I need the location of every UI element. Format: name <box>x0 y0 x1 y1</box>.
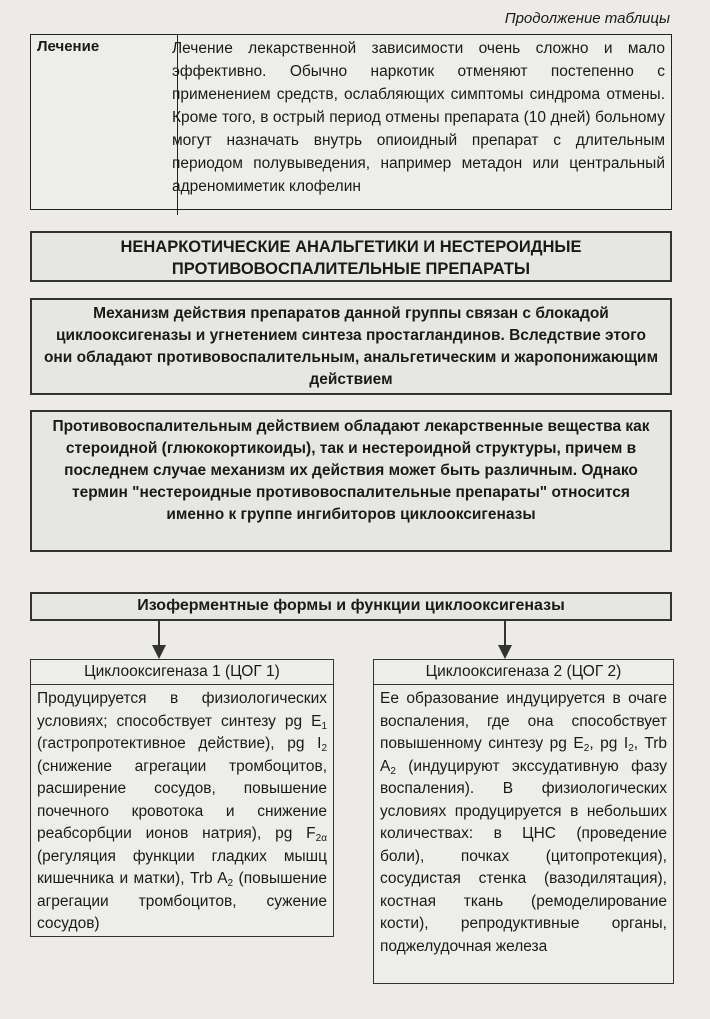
section-heading-line2: ПРОТИВОВОСПАЛИТЕЛЬНЫЕ ПРЕПАРАТЫ <box>171 260 531 278</box>
cox1-body <box>30 684 334 937</box>
cox2-text: (индуцируют экссудативную фазу воспаления). В физиологических условиях продуцируется в небольших количествах: в ЦНС (проведение боли), почках (цитопротекция), сосудистая стенка (вазодилятация), костная ткань (ремоделирование кости), репродуктивные органы, поджелудочная железа <box>380 757 667 955</box>
mechanism-box <box>30 298 672 395</box>
cox2-body <box>373 684 674 984</box>
subscript: 1 <box>321 720 327 732</box>
subscript: 2 <box>583 743 590 754</box>
isoforms-heading <box>30 592 672 621</box>
treatment-table <box>30 34 672 210</box>
isoforms-heading-text: Изоферментные формы и функции циклооксигеназы <box>137 597 565 614</box>
cox2-text: , pg I <box>589 735 629 752</box>
section-heading-line1: НЕНАРКОТИЧЕСКИЕ АНАЛЬГЕТИКИ И НЕСТЕРОИДНЫЕ <box>120 238 582 256</box>
subscript: 2 <box>321 743 327 754</box>
arrow-right-line <box>504 621 506 647</box>
section-heading <box>30 231 672 282</box>
cox2-text: Ее образование индуцируется в очаге воспаления, где она способствует повышенному синтезу pg E <box>380 690 667 752</box>
cox2-title: Циклооксигеназа 2 (ЦОГ 2) <box>373 659 674 685</box>
cox1-text: (снижение агрегации тромбоцитов, расширение сосудов, повышение почечного кровотока и снижение реабсорбции ионов натрия), pg F <box>37 757 327 842</box>
treatment-text: Лечение лекарственной зависимости очень сложно и мало эффективно. Обычно наркотик отменяют постепенно с применением средств, ослабляющих симптомы синдрома отмены. Кроме того, в острый период отмены препарата (10 дней) больному могут назначать внутрь опиоидный препарат с длительным периодом полувыведения, например метадон или центральный адреномиметик клофелин <box>172 40 665 195</box>
cox1-text: Продуцируется в физиологических условиях; способствует синтезу pg E <box>37 690 327 730</box>
cox1-text: (повышение агрегации тромбоцитов, сужение сосудов) <box>37 870 327 932</box>
mechanism-text: Механизм действия препаратов данной группы связан с блокадой циклооксигеназы и угнетением синтеза простагландинов. Вследствие этого они обладают противовоспалительным, анальгетическим и жаропонижающим действием <box>43 305 659 388</box>
nsaid-definition-text: Противовоспалительным действием обладают лекарственные вещества как стероидной (глюкокортикоиды), так и нестероидной структуры, причем в последнем случае механизм их действия может быть различным. Однако термин "нестероидные противовоспалительные препараты" относится именно к группе ингибиторов циклооксигеназы <box>52 418 650 523</box>
arrow-left-line <box>158 621 160 647</box>
subscript: 2 <box>628 743 634 754</box>
cox1-text: (регуляция функции гладких мышц кишечника и матки), Trb A <box>37 847 327 887</box>
nsaid-definition-box <box>30 410 672 552</box>
subscript: 2α <box>315 833 327 844</box>
cox1-text: (гастропротективное действие), pg I <box>37 735 322 752</box>
cox1-title: Циклооксигеназа 1 (ЦОГ 1) <box>30 659 334 685</box>
arrow-left-head <box>152 645 166 659</box>
subscript: 2 <box>390 765 396 777</box>
continuation-label: Продолжение таблицы <box>504 10 670 27</box>
treatment-label: Лечение <box>31 35 178 215</box>
cox2-text: , Trb A <box>380 735 667 775</box>
arrow-right-head <box>498 645 512 659</box>
subscript: 2 <box>227 878 234 889</box>
